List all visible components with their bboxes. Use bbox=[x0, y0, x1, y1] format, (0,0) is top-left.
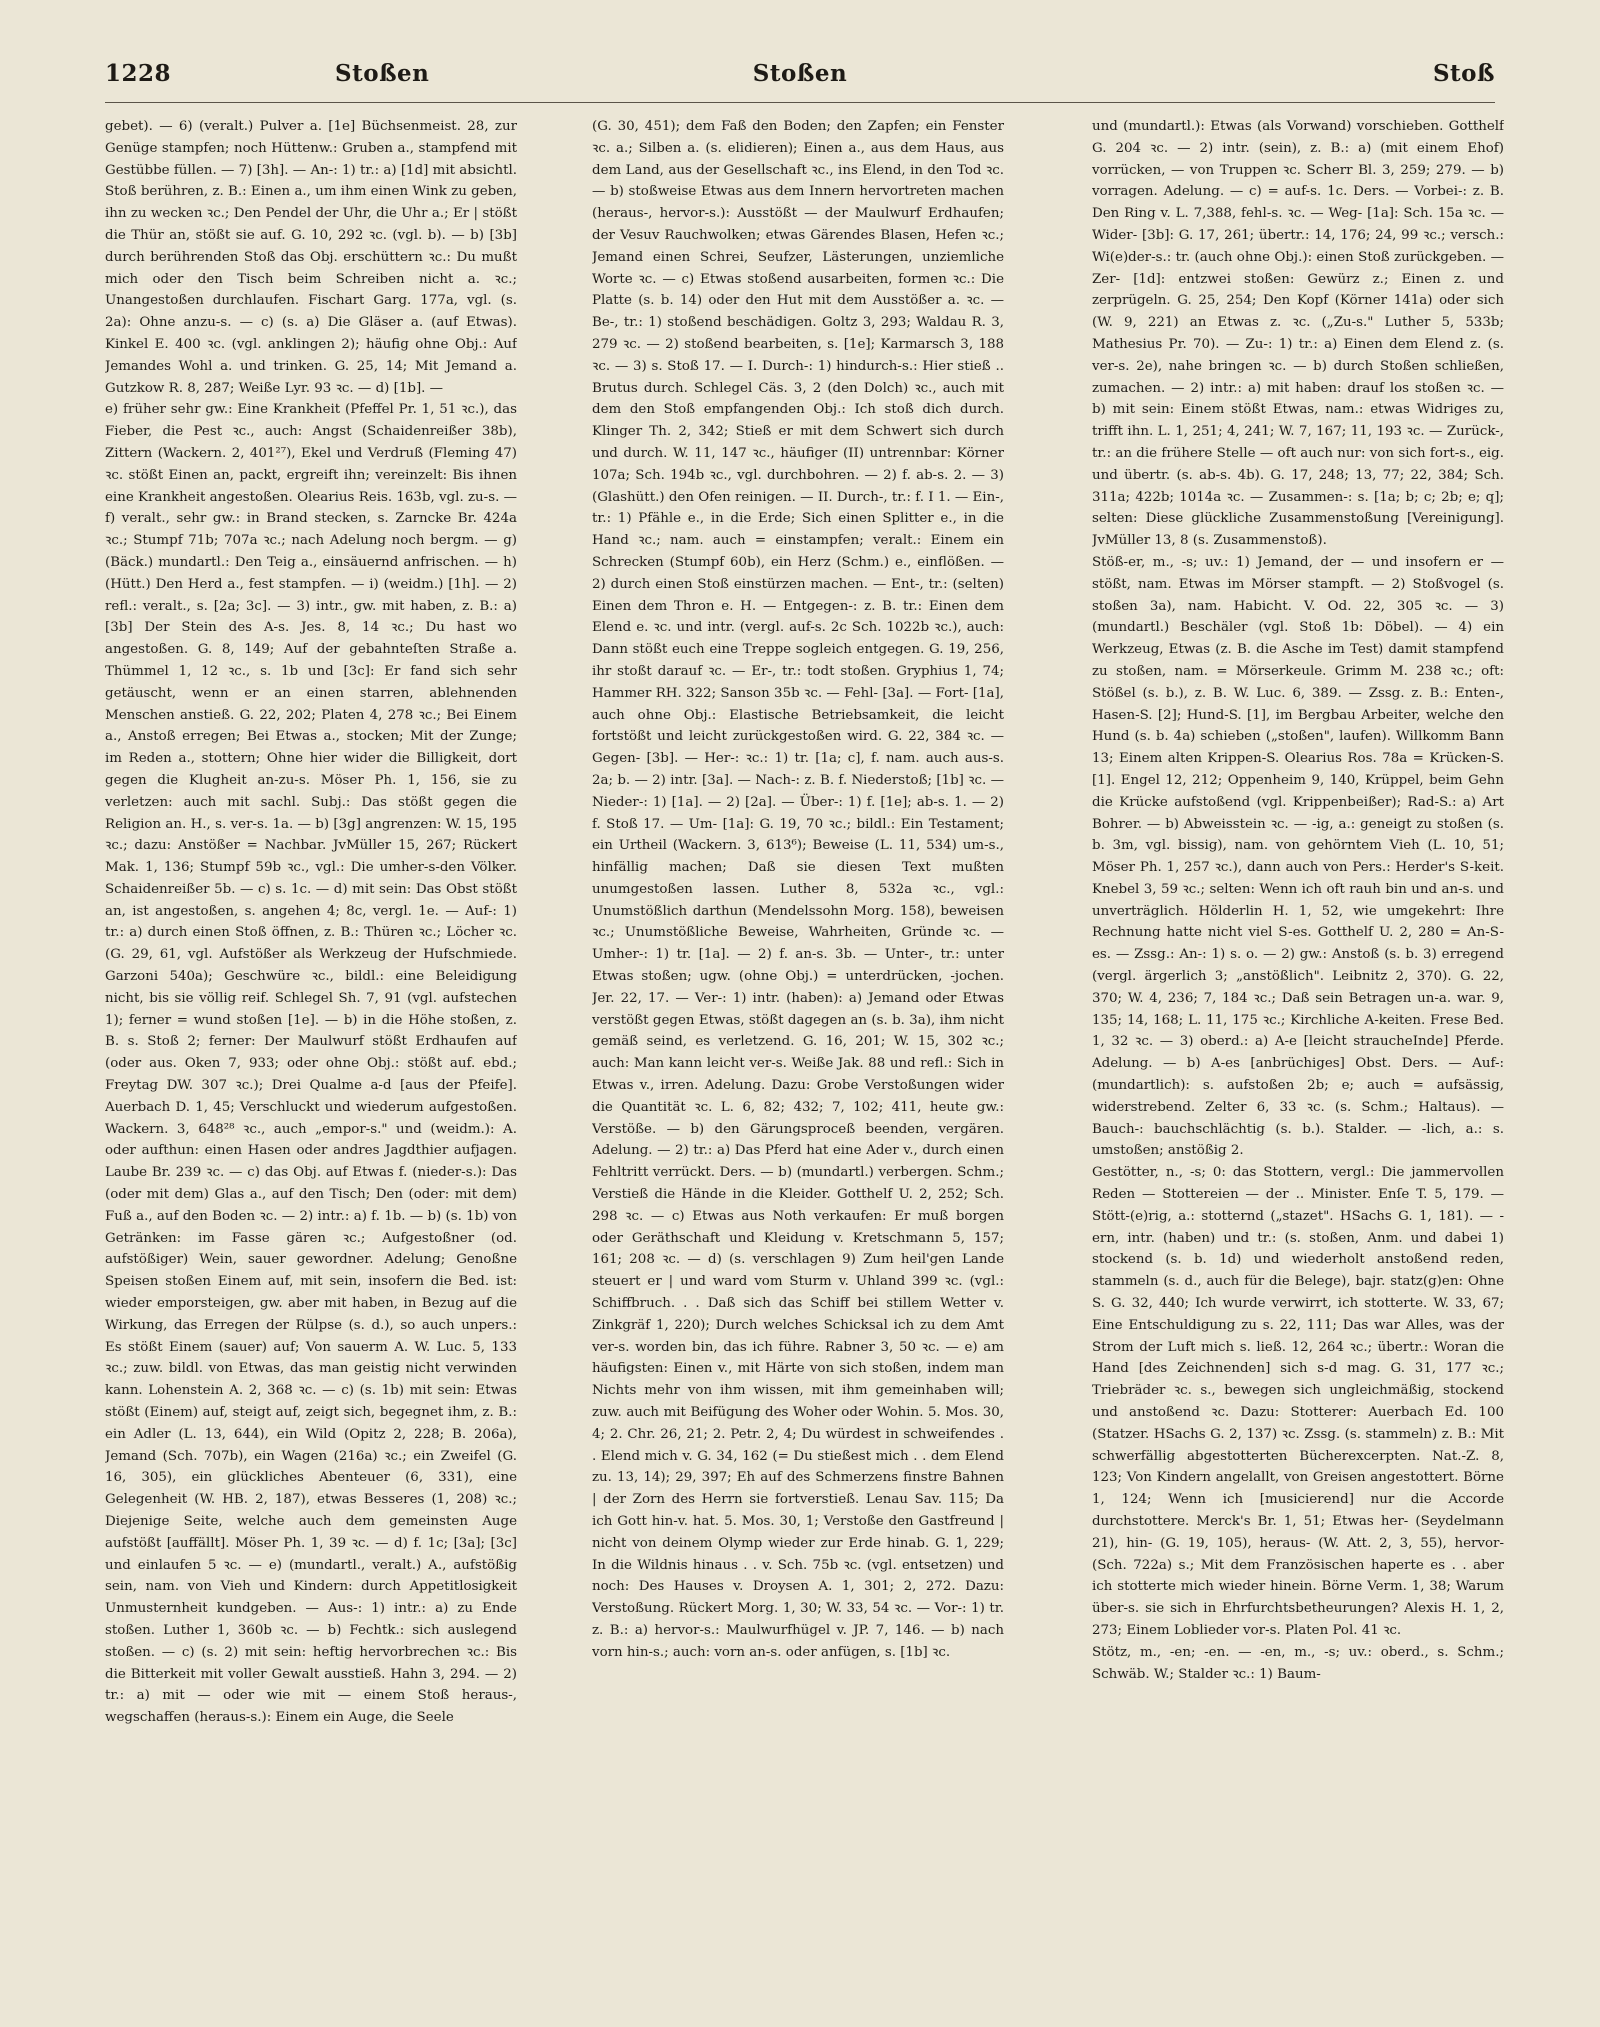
entry-paragraph: Stötz, m., -en; -en. — -en, m., -s; uv.: oberd., s. Schm.; Schwäb. W.; Stalder ꝛc.: 1) Baum- bbox=[1092, 1644, 1504, 1682]
header-left-word: Stoßen bbox=[335, 60, 430, 87]
entry-paragraph: (G. 30, 451); dem Faß den Boden; den Zapfen; ein Fenster ꝛc. a.; Silben a. (s. elidieren); Einen a., aus dem Haus, aus dem Land, aus der Gesellschaft ꝛc., ins Elend, in den Tod ꝛc. — b) stoßweise Etwas aus dem Innern hervortreten machen (heraus-, hervor-s.): Ausstößt — der Maulwurf Erdhaufen; der Vesuv Rauchwolken; etwas Gärendes Blasen, Hefen ꝛc.; Jemand einen Schrei, Seufzer, Lästerungen, unziemliche Worte ꝛc. — c) Etwas stoßend ausarbeiten, formen ꝛc.: Die Platte (s. b. 14) oder den Hut mit dem Ausstößer a. ꝛc. — Be-, tr.: 1) stoßend beschädigen. Goltz 3, 293; Waldau R. 3, 279 ꝛc. — 2) stoßend bearbeiten, s. [1e]; Karmarsch 3, 188 ꝛc. — 3) s. Stoß 17. — I. Durch-: 1) hindurch-s.: Hier stieß .. Brutus durch. Schlegel Cäs. 3, 2 (den Dolch) ꝛc., auch mit dem den Stoß empfangenden Obj.: Ich stoß dich durch. Klinger Th. 2, 342; Stieß er mit dem Schwert sich durch und durch. W. 11, 147 ꝛc., häufiger (II) untrennbar: Körner 107a; Sch. 194b ꝛc., vgl. durchbohren. — 2) f. ab-s. 2. — 3) (Glashütt.) den Ofen reinigen. — II. Durch-, tr.: f. I 1. — Ein-, tr.: 1) Pfähle e., in die Erde; Sich einen Splitter e., in die Hand ꝛc.; nam. auch = einstampfen; veralt.: Einem ein Schrecken (Stumpf 60b), ein Herz (Schm.) e., einflößen. — 2) durch einen Stoß einstürzen machen. — Ent-, tr.: (selten) Einen dem Thron e. H. — Entgegen-: z. B. tr.: Einen dem Elend e. ꝛc. und intr. (vergl. auf-s. 2c Sch. 1022b ꝛc.), auch: Dann stößt euch eine Treppe sogleich entgegen. G. 19, 256, ihr stoßt darauf ꝛc. — Er-, tr.: todt stoßen. Gryphius 1, 74; Hammer RH. 322; Sanson 35b ꝛc. — Fehl- [3a]. — Fort- [1a], auch ohne Obj.: Elastische Betriebsamkeit, die leicht fortstößt und leicht zurückgestoßen wird. G. 22, 384 ꝛc. — Gegen- [3b]. — Her-: ꝛc.: 1) tr. [1a; c], f. nam. auch aus-s. 2a; b. — 2) intr. [3a]. — Nach-: z. B. f. Niederstoß; [1b] ꝛc. — Nieder-: 1) [1a]. — 2) [2a]. — Über-: 1) f. [1e]; ab-s. 1. — 2) f. Stoß 17. — Um- [1a]: G. 19, 70 ꝛc.; bildl.: Ein Testament; ein Urtheil (Wackern. 3, 613⁶); Beweise (L. 11, 534) um-s., hinfällig machen; Daß sie diesen Text mußten unumgestoßen lassen. Luther 8, 532a ꝛc., vgl.: Unumstößlich darthun (Mendelssohn Morg. 158), beweisen ꝛc.; Unumstößliche Beweise, Wahrheiten, Gründe ꝛc. — Umher-: 1) tr. [1a]. — 2) f. an-s. 3b. — Unter-, tr.: unter Etwas stoßen; ugw. (ohne Obj.) = unterdrücken, -jochen. Jer. 22, 17. — Ver-: 1) intr. (haben): a) Jemand oder Etwas verstößt gegen Etwas, stößt dagegen an (s. b. 3a), ihm nicht gemäß seind, es verletzend. G. 16, 201; W. 15, 302 ꝛc.; auch: Man kann leicht ver-s. Weiße Jak. 88 und refl.: Sich in Etwas v., irren. Adelung. Dazu: Grobe Verstoßungen wider die Quantität ꝛc. L. 6, 82; 432; 7, 102; 411, heute gw.: Verstöße. — b) den Gärungsproceß beenden, vergären. Adelung. — 2) tr.: a) Das Pferd hat eine Ader v., durch einen Fehltritt verrückt. Ders. — b) (mundartl.) verbergen. Schm.; Verstieß die Hände in die Kleider. Gotthelf U. 2, 252; Sch. 298 ꝛc. — c) Etwas aus Noth verkaufen: Er muß borgen oder Geräthschaft und Kleidung v. Kretschmann 5, 157; 161; 208 ꝛc. — d) (s. verschlagen 9) Zum heil'gen Lande steuert er | und ward vom Sturm v. Uhland 399 ꝛc. (vgl.: Schiffbruch. . . Daß sich das Schiff bei stillem Wetter v. Zinkgräf 1, 220); Durch welches Schicksal ich zu dem Amt ver-s. worden bin, das ich führe. Rabner 3, 50 ꝛc. — e) am häufigsten: Einen v., mit Härte von sich stoßen, indem man Nichts mehr von ihm wissen, mit ihm gemeinhaben will; zuw. auch mit Beifügung des Woher oder Wohin. 5. Mos. 30, 4; 2. Chr. 26, 21; 2. Petr. 2, 4; Du würdest in schweifendes . . Elend mich v. G. 34, 162 (= Du stießest mich . . dem Elend zu. 13, 14); 29, 397; Eh auf des Schmerzens finstre Bahnen | der Zorn des Herrn sie fortverstieß. Lenau Sav. 115; Da ich Gott hin-v. hat. 5. Mos. 30, 1; Verstoße den Gastfreund | nicht von deinem Olymp wieder zur Erde hinab. G. 1, 229; In die Wildnis hinaus . . v. Sch. 75b ꝛc. (vgl. entsetzen) und noch: Des Hauses v. Droysen A. 1, 301; 2, 272. Dazu: Verstoßung. Rückert Morg. 1, 30; W. 33, 54 ꝛc. — Vor-: 1) tr. z. B.: a) hervor-s.: Maulwurfhügel v. JP. 7, 146. — b) nach vorn hin-s.; auch: vorn an-s. oder anfügen, s. [1b] ꝛc. bbox=[592, 119, 1004, 1660]
header-rule bbox=[105, 102, 1495, 103]
header-right-word: Stoß bbox=[1432, 60, 1495, 87]
page-number: 1228 bbox=[105, 60, 172, 87]
column-left bbox=[105, 116, 517, 2001]
entry-paragraph: e) früher sehr gw.: Eine Krankheit (Pfeffel Pr. 1, 51 ꝛc.), das Fieber, die Pest ꝛc., auch: Angst (Schaidenreißer 38b), Zittern (Wackern. 2, 401²⁷), Ekel und Verdruß (Fleming 47) ꝛc. stößt Einen an, packt, ergreift ihn; vereinzelt: Bis ihnen eine Krankheit angestoßen. Olearius Reis. 163b, vgl. zu-s. — f) veralt., sehr gw.: in Brand stecken, s. Zarncke Br. 424a ꝛc.; Stumpf 71b; 707a ꝛc.; nach Adelung noch bergm. — g) (Bäck.) mundartl.: Den Teig a., einsäuernd anfrischen. — h) (Hütt.) Den Herd a., fest stampfen. — i) (weidm.) [1h]. — 2) refl.: veralt., s. [2a; 3c]. — 3) intr., gw. mit haben, z. B.: a) [3b] Der Stein des A-s. Jes. 8, 14 ꝛc.; Du hast wo angestoßen. G. 8, 149; Auf der gebahnteſten Straße a. Thümmel 1, 12 ꝛc., s. 1b und [3c]: Er fand sich sehr getäuscht, wenn er an einen starren, ablehnenden Menschen anstieß. G. 22, 202; Platen 4, 278 ꝛc.; Bei Einem a., Anstoß erregen; Bei Etwas a., stocken; Mit der Zunge; im Reden a., stottern; Ohne hier wider die Billigkeit, dort gegen die Klugheit an-zu-s. Möser Ph. 1, 156, sie zu verletzen: auch mit sachl. Subj.: Das stößt gegen die Religion an. H., s. ver-s. 1a. — b) [3g] angrenzen: W. 15, 195 ꝛc.; dazu: Anstößer = Nachbar. JvMüller 15, 267; Rückert Mak. 1, 136; Stumpf 59b ꝛc., vgl.: Die umher-s-den Völker. Schaidenreißer 5b. — c) s. 1c. — d) mit sein: Das Obst stößt an, ist angestoßen, s. angehen 4; 8c, vergl. 1e. — Auf-: 1) tr.: a) durch einen Stoß öffnen, z. B.: Thüren ꝛc.; Löcher ꝛc. (G. 29, 61, vgl. Aufstößer als Werkzeug der Hufschmiede. Garzoni 540a); Geschwüre ꝛc., bildl.: eine Beleidigung nicht, bis sie völlig reif. Schlegel Sh. 7, 91 (vgl. aufstechen 1); ferner = wund stoßen [1e]. — b) in die Höhe stoßen, z. B. s. Stoß 2; ferner: Der Maulwurf stößt Erdhaufen auf (oder aus. Oken 7, 933; oder ohne Obj.: stößt auf. ebd.; Freytag DW. 307 ꝛc.); Drei Qualme a-d [aus der Pfeife]. Auerbach D. 1, 45; Verschluckt und wiederum aufgestoßen. Wackern. 3, 648²⁸ ꝛc., auch „empor-s." und (weidm.): A. oder aufthun: einen Hasen oder andres Jagdthier aufjagen. Laube Br. 239 ꝛc. — c) das Obj. auf Etwas f. (nieder-s.): Das (oder mit dem) Glas a., auf den Tisch; Den (oder: mit dem) Fuß a., auf den Boden ꝛc. — 2) intr.: a) f. 1b. — b) (s. 1b) von Getränken: im Fasse gären ꝛc.; Aufgestoßner (od. aufstößiger) Wein, sauer gewordner. Adelung; Genoßne Speisen stoßen Einem auf, mit sein, insofern die Bed. ist: wieder emporsteigen, gw. aber mit haben, in Bezug auf die Wirkung, das Erregen der Rülpse (s. d.), so auch unpers.: Es stößt Einem (sauer) auf; Von sauerm A. W. Luc. 5, 133 ꝛc.; zuw. bildl. von Etwas, das man geistig nicht verwinden kann. Lohenstein A. 2, 368 ꝛc. — c) (s. 1b) mit sein: Etwas stößt (Einem) auf, steigt auf, zeigt sich, begegnet ihm, z. B.: ein Adler (L. 13, 644), ein Wild (Opitz 2, 228; B. 206a), Jemand (Sch. 707b), ein Wagen (216a) ꝛc.; ein Zweifel (G. 16, 305), ein glückliches Abenteuer (6, 331), eine Gelegenheit (W. HB. 2, 187), etwas Besseres (1, 208) ꝛc.; Diejenige Seite, welche auch dem gemeinsten Auge aufstößt [auffällt]. Möser Ph. 1, 39 ꝛc. — d) f. 1c; [3a]; [3c] und einlaufen 5 ꝛc. — e) (mundartl., veralt.) A., aufstößig sein, nam. von Vieh und Kindern: durch Appetitlosigkeit Unmusternheit kundgeben. — Aus-: 1) intr.: a) zu Ende stoßen. Luther 1, 360b ꝛc. — b) Fechtk.: sich auslegend stoßen. — c) (s. 2) mit sein: heftig hervorbrechen ꝛc.: Bis die Bitterkeit mit voller Gewalt ausstieß. Hahn 3, 294. — 2) tr.: a) mit — oder wie mit — einem Stoß heraus-, wegschaffen (heraus-s.): Einem ein Auge, die Seele bbox=[105, 402, 517, 1726]
column-right bbox=[1092, 116, 1504, 2001]
header-center-word: Stoßen bbox=[752, 60, 848, 87]
entry-paragraph: Gestötter, n., -s; 0: das Stottern, vergl.: Die jammervollen Reden — Stottereien — der .. Minister. Enſe T. 5, 179. — Stött-(e)rig, a.: stotternd („stazet". HSachs G. 1, 181). — -ern, intr. (haben) und tr.: (s. stoßen, Anm. und dabei 1) stockend (s. b. 1d) und wiederholt anstoßend reden, stammeln (s. d., auch für die Belege), bajr. statz(g)en: Ohne S. G. 32, 440; Ich wurde verwirrt, ich stotterte. W. 33, 67; Eine Entschuldigung zu s. 22, 111; Das war Alles, was der Strom der Luft mich s. ließ. 12, 264 ꝛc.; übertr.: Woran die Hand [des Zeichnenden] sich s-d mag. G. 31, 177 ꝛc.; Triebräder ꝛc. s., bewegen sich ungleichmäßig, stockend und anstoßend ꝛc. Dazu: Stotterer: Auerbach Ed. 100 (Statzer. HSachs G. 2, 137) ꝛc. Zssg. (s. stammeln) z. B.: Mit schwerfällig abgestotterten Bücherexcerpten. Nat.-Z. 8, 123; Von Kindern angelallt, von Greisen angestottert. Börne 1, 124; Wenn ich [musicierend] nur die Accorde durchstottere. Merck's Br. 1, 51; Etwas her- (Seydelmann 21), hin- (G. 19, 105), heraus- (W. Att. 2, 3, 55), hervor- (Sch. 722a) s.; Mit dem Französischen haperte es . . aber ich stotterte mich wieder hinein. Börne Verm. 1, 38; Warum über-s. sie sich in Ehrfurchtsbetheurungen? Alexis H. 1, 2, 273; Einem Loblieder vor-s. Platen Pol. 41 ꝛc. bbox=[1092, 1165, 1504, 1638]
entry-paragraph: gebet). — 6) (veralt.) Pulver a. [1e] Büchsenmeist. 28, zur Genüge stampfen; noch Hüttenw.: Gruben a., stampfend mit Gestübbe füllen. — 7) [3h]. — An-: 1) tr.: a) [1d] mit absichtl. Stoß berühren, z. B.: Einen a., um ihm einen Wink zu geben, ihn zu wecken ꝛc.; Den Pendel der Uhr, die Uhr a.; Er | stößt die Thür an, stößt sie auf. G. 10, 292 ꝛc. (vgl. b). — b) [3b] durch berührenden Stoß das Obj. erschüttern ꝛc.: Du mußt mich oder den Tisch beim Schreiben nicht a. ꝛc.; Unangestoßen durchlaufen. Fischart Garg. 177a, vgl. (s. 2a): Ohne anzu-s. — c) (s. a) Die Gläser a. (auf Etwas). Kinkel E. 400 ꝛc. (vgl. anklingen 2); häufig ohne Obj.: Auf Jemandes Wohl a. und trinken. G. 25, 14; Mit Jemand a. Gutzkow R. 8, 287; Weiße Lyr. 93 ꝛc. — d) [1b]. — bbox=[105, 119, 517, 396]
page-header bbox=[105, 60, 1495, 96]
column-middle bbox=[592, 116, 1004, 2001]
entry-paragraph: Stöß-er, m., -s; uv.: 1) Jemand, der — und insofern er — stößt, nam. Etwas im Mörser stampft. — 2) Stoßvogel (s. stoßen 3a), nam. Habicht. V. Od. 22, 305 ꝛc. — 3) (mundartl.) Beschäler (vgl. Stoß 1b: Döbel). — 4) ein Werkzeug, Etwas (z. B. die Asche im Test) damit stampfend zu stoßen, nam. = Mörserkeule. Grimm M. 238 ꝛc.; oft: Stößel (s. b.), z. B. W. Luc. 6, 389. — Zssg. z. B.: Enten-, Hasen-S. [2]; Hund-S. [1], im Bergbau Arbeiter, welche den Hund (s. b. 4a) schieben („stoßen", laufen). Willkomm Bann 13; Einem alten Krippen-S. Olearius Ros. 78a = Krücken-S. [1]. Engel 12, 212; Oppenheim 9, 140, Krüppel, beim Gehn die Krücke aufstoßend (vgl. Krippenbeißer); Rad-S.: a) Art Bohrer. — b) Abweisstein ꝛc. — -ig, a.: geneigt zu stoßen (s. b. 3m, vgl. bissig), nam. von gehörntem Vieh (L. 10, 51; Möser Ph. 1, 257 ꝛc.), dann auch von Pers.: Herder's S-keit. Knebel 3, 59 ꝛc.; selten: Wenn ich oft rauh bin und an-s. und unverträglich. Hölderlin H. 1, 52, wie umgekehrt: Ihre Rechnung hatte nicht viel S-es. Gotthelf U. 2, 280 = An-S-es. — Zssg.: An-: 1) s. o. — 2) gw.: Anstoß (s. b. 3) erregend (vergl. ärgerlich 3; „anstößlich". Leibnitz 2, 370). G. 22, 370; W. 4, 236; 7, 184 ꝛc.; Daß sein Betragen un-a. war. 9, 135; 14, 168; L. 11, 175 ꝛc.; Kirchliche A-keiten. Frese Bed. 1, 32 ꝛc. — 3) oberd.: a) A-e [leicht straucheInde] Pferde. Adelung. — b) A-es [anbrüchiges] Obst. Ders. — Auf-: (mundartlich): s. aufstoßen 2b; e; auch = aufsässig, widerstrebend. Zelter 6, 33 ꝛc. (s. Schm.; Haltaus). — Bauch-: bauchschlächtig (s. b.). Stalder. — -lich, a.: s. umstoßen; anstößig 2. bbox=[1092, 554, 1504, 1159]
entry-paragraph: und (mundartl.): Etwas (als Vorwand) vorschieben. Gotthelf G. 204 ꝛc. — 2) intr. (sein), z. B.: a) (mit einem Ehof) vorrücken, — von Truppen ꝛc. Scherr Bl. 3, 259; 279. — b) vorragen. Adelung. — c) = auf-s. 1c. Ders. — Vorbei-: z. B. Den Ring v. L. 7,388, fehl-s. ꝛc. — Weg- [1a]: Sch. 15a ꝛc. — Wider- [3b]: G. 17, 261; übertr.: 14, 176; 24, 99 ꝛc.; versch.: Wi(e)der-s.: tr. (auch ohne Obj.): einen Stoß zurückgeben. — Zer- [1d]: entzwei stoßen: Gewürz z.; Einen z. und zerprügeln. G. 25, 254; Den Kopf (Körner 141a) oder sich (W. 9, 221) an Etwas z. ꝛc. („Zu-s." Luther 5, 533b; Mathesius Pr. 70). — Zu-: 1) tr.: a) Einen dem Elend z. (s. ver-s. 2e), nahe bringen ꝛc. — b) durch Stoßen schließen, zumachen. — 2) intr.: a) mit haben: drauf los stoßen ꝛc. — b) mit sein: Einem stößt Etwas, nam.: etwas Widriges zu, trifft ihn. L. 1, 251; 4, 241; W. 7, 167; 11, 193 ꝛc. — Zurück-, tr.: an die frühere Stelle — oft auch nur: von sich fort-s., eig. und übertr. (s. ab-s. 4b). G. 17, 248; 13, 77; 22, 384; Sch. 311a; 422b; 1014a ꝛc. — Zusammen-: s. [1a; b; c; 2b; e; q]; selten: Diese glückliche Zusammenstoßung [Vereinigung]. JvMüller 13, 8 (s. Zusammenstoß). bbox=[1092, 119, 1504, 549]
